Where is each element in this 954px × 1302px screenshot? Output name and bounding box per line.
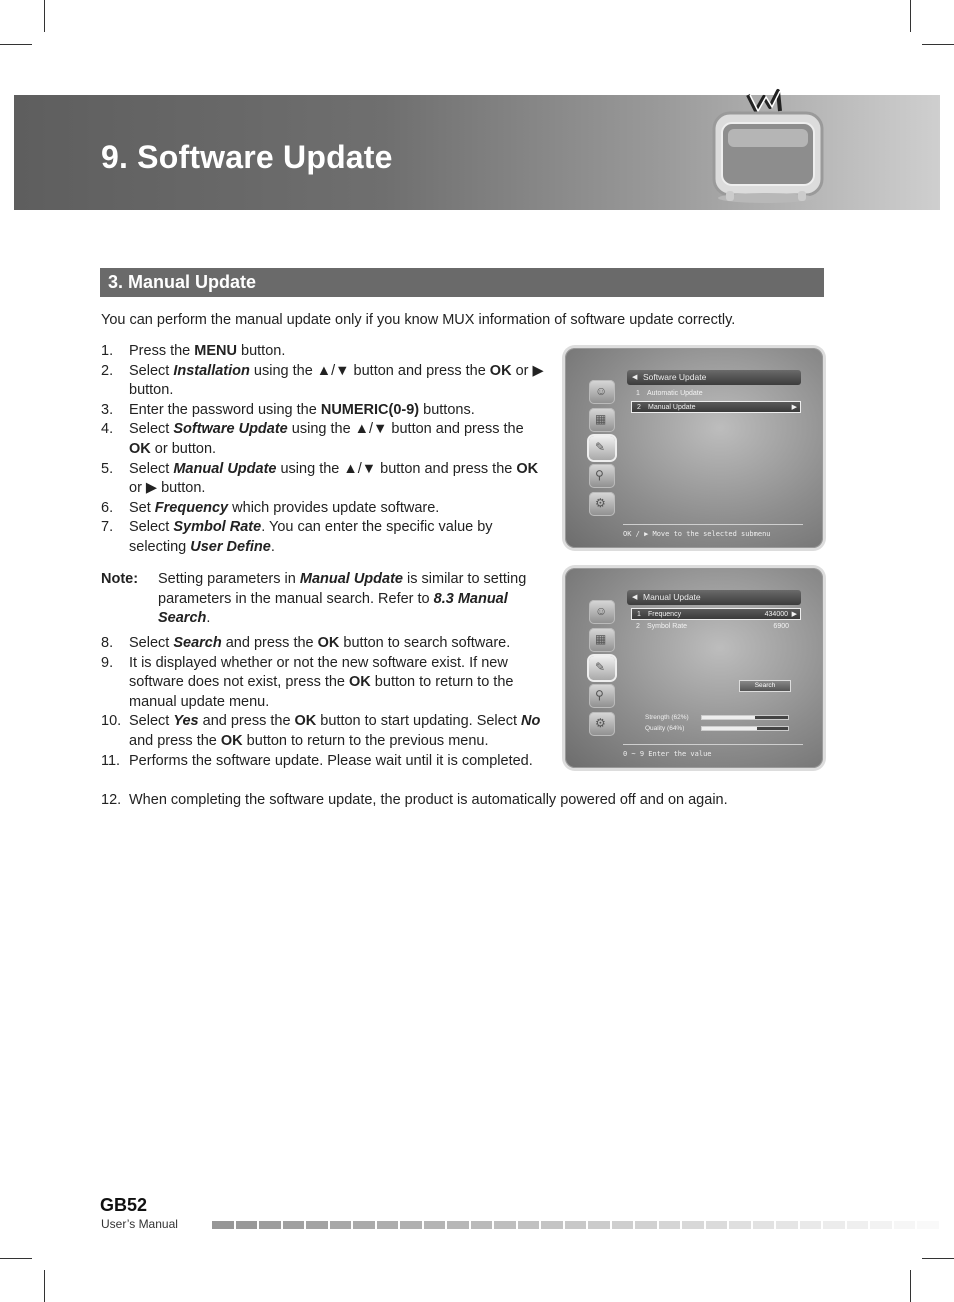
intro-text: You can perform the manual update only if you know MUX information of software update correctly. — [101, 312, 736, 328]
text-run: . — [270, 538, 275, 555]
footer-bar-segment — [917, 1221, 939, 1229]
menu-term: Symbol Rate — [173, 519, 262, 536]
step-number: 11. — [101, 752, 121, 769]
screen-help: OK / ▶ Move to the selected submenu — [623, 530, 771, 538]
menu-icon-search: ⚲ — [589, 464, 615, 488]
field-frequency: 1 Frequency 434000 ▶ — [631, 608, 801, 620]
footer-bar-segment — [894, 1221, 916, 1229]
text-run: Press the — [129, 343, 195, 359]
quality-label: Quality (64%) — [645, 725, 685, 732]
menu-icon-users: ☺ — [589, 380, 615, 404]
bold-term: OK — [349, 674, 371, 691]
footer-bar-segment — [612, 1221, 634, 1229]
text-run: . — [206, 610, 211, 627]
footer-bar-segment — [400, 1221, 422, 1229]
menu-term: Software Update — [173, 421, 288, 438]
crop-mark — [44, 1270, 45, 1302]
footer-bar-segment — [800, 1221, 822, 1229]
step-text: When completing the software update, the product is automatically powered off and on again. — [129, 792, 728, 808]
note-text — [158, 570, 551, 629]
text-run: Select — [129, 362, 174, 379]
note-label: Note: — [101, 571, 139, 587]
bold-term: OK — [129, 440, 151, 457]
chapter-banner — [14, 95, 940, 210]
screen-help: 0 ~ 9 Enter the value — [623, 750, 712, 758]
footer-bar-segment — [870, 1221, 892, 1229]
footer-bar-segment — [494, 1221, 516, 1229]
section-header — [100, 268, 824, 297]
text-run: It is displayed whether or not the new software exist. If new software does not exist, press the — [129, 654, 508, 691]
bold-term: OK — [220, 732, 243, 749]
bold-term: OK — [489, 362, 512, 379]
crop-mark — [922, 1258, 954, 1259]
text-run: button to return to the previous menu. — [242, 732, 489, 749]
menu-icon-installation: ✎ — [589, 436, 615, 460]
crop-mark — [922, 44, 954, 45]
footer-bar-segment — [330, 1221, 352, 1229]
text-run: Enter the password using the — [129, 401, 321, 418]
step-number: 4. — [101, 421, 114, 438]
text-run: Setting parameters in — [158, 571, 300, 587]
footer-bar-segment — [259, 1221, 281, 1229]
menu-icon-search: ⚲ — [589, 684, 615, 708]
list-item — [101, 634, 547, 654]
menu-item-manual-update: 2 Manual Update ▶ — [631, 401, 801, 413]
footer-bar-segment — [753, 1221, 775, 1229]
search-button: Search — [739, 680, 791, 692]
tv-icon — [700, 73, 840, 213]
text-run: Set — [129, 499, 155, 516]
steps-list-2 — [101, 634, 547, 771]
footer-bar-segment — [776, 1221, 798, 1229]
list-item — [101, 420, 547, 459]
text-run: using the ▲/▼ button and press the — [287, 421, 524, 438]
bold-term: NUMERIC(0-9) — [320, 401, 420, 418]
step-12 — [101, 791, 821, 811]
menu-icon-installation: ✎ — [589, 656, 615, 680]
step-number: 5. — [101, 460, 114, 477]
crop-mark — [910, 1270, 911, 1302]
text-run: and press the — [129, 732, 221, 749]
text-run: which provides update software. — [228, 499, 440, 516]
screenshot-software-update-menu — [565, 348, 823, 548]
text-run: Performs the software update. Please wait until it is completed. — [129, 752, 533, 769]
menu-icon-channels: ▦ — [589, 628, 615, 652]
list-item — [101, 518, 547, 557]
list-item — [101, 712, 547, 751]
footer-bar-segment — [635, 1221, 657, 1229]
text-run: is similar to setting parameters in the manual search. Refer to — [158, 571, 527, 607]
menu-term: Manual Update — [299, 571, 403, 587]
step-number: 8. — [101, 635, 114, 651]
footer-bar-segment — [377, 1221, 399, 1229]
text-run: button to search software. — [339, 635, 511, 651]
divider — [623, 524, 803, 525]
crop-mark — [910, 0, 911, 32]
step-number: 6. — [101, 499, 114, 516]
footer-bar-segment — [541, 1221, 563, 1229]
step-number: 1. — [101, 343, 114, 359]
menu-icon-channels: ▦ — [589, 408, 615, 432]
footer-bar-segment — [729, 1221, 751, 1229]
list-item — [101, 499, 547, 519]
menu-item-automatic-update: 1 Automatic Update — [636, 390, 703, 397]
list-item — [101, 752, 547, 772]
menu-term: Search — [173, 635, 222, 651]
menu-icon-users: ☺ — [589, 600, 615, 624]
step-number: 3. — [101, 401, 114, 418]
menu-term: 8.3 Manual Search — [158, 590, 508, 627]
crop-mark — [0, 44, 32, 45]
menu-term: No — [521, 713, 541, 730]
text-run: or ▶ button. — [129, 362, 544, 399]
screen-title: ◀ Software Update — [627, 370, 801, 385]
text-run: button to start updating. Select — [316, 713, 522, 730]
manual-label: User’s Manual — [101, 1217, 178, 1231]
menu-term: Yes — [173, 713, 199, 730]
list-item — [101, 654, 547, 713]
list-item — [101, 342, 547, 362]
bold-term: OK — [516, 460, 539, 477]
screen-title: ◀ Manual Update — [627, 590, 801, 605]
text-run: Select — [129, 519, 174, 536]
menu-term: Installation — [173, 362, 250, 379]
text-run: Select — [129, 635, 174, 651]
footer-bar-segment — [283, 1221, 305, 1229]
footer-bar-segment — [306, 1221, 328, 1229]
footer-bar-segment — [682, 1221, 704, 1229]
footer-bar-segment — [236, 1221, 258, 1229]
step-number: 2. — [101, 362, 114, 379]
quality-meter — [701, 726, 789, 731]
footer-bar-segment — [424, 1221, 446, 1229]
strength-meter — [701, 715, 789, 720]
footer-bar-segment — [353, 1221, 375, 1229]
field-symbol-rate: 2 Symbol Rate 6900 — [636, 623, 789, 630]
text-run: button to return to the manual update menu. — [129, 674, 514, 710]
text-run: Select — [129, 421, 174, 438]
list-item — [101, 401, 547, 421]
chapter-title: 9. Software Update — [101, 139, 393, 175]
footer-bar-segment — [588, 1221, 610, 1229]
footer-bar-segment — [518, 1221, 540, 1229]
text-run: buttons. — [419, 401, 475, 418]
steps-list — [101, 342, 547, 558]
step-number: 12. — [101, 792, 122, 808]
footer-bar — [212, 1221, 939, 1229]
menu-icon-settings: ⚙ — [589, 712, 615, 736]
strength-label: Strength (62%) — [645, 714, 689, 721]
menu-term: Manual Update — [173, 460, 277, 477]
text-run: using the ▲/▼ button and press the — [249, 362, 490, 379]
divider — [623, 744, 803, 745]
list-item — [101, 460, 547, 499]
text-run: Select — [129, 713, 174, 730]
footer-bar-segment — [847, 1221, 869, 1229]
step-number: 10. — [101, 713, 122, 730]
footer-bar-segment — [706, 1221, 728, 1229]
footer-bar-segment — [447, 1221, 469, 1229]
footer-bar-segment — [471, 1221, 493, 1229]
page-number: GB52 — [100, 1195, 148, 1215]
text-run: . You can enter the specific value by selecting — [129, 519, 493, 555]
menu-term: Frequency — [154, 499, 229, 516]
crop-mark — [44, 0, 45, 32]
text-run: using the ▲/▼ button and press the — [276, 460, 517, 477]
text-run: and press the — [198, 713, 295, 730]
list-item — [101, 362, 547, 401]
bold-term: MENU — [194, 343, 237, 359]
text-run: Select — [129, 460, 174, 477]
footer-bar-segment — [659, 1221, 681, 1229]
bold-term: OK — [294, 713, 317, 730]
screenshot-manual-update — [565, 568, 823, 768]
text-run: button. — [236, 343, 286, 359]
note — [101, 570, 551, 629]
menu-term: User Define — [190, 538, 271, 555]
text-run: or ▶ button. — [129, 480, 206, 497]
step-number: 9. — [101, 654, 114, 671]
text-run: or button. — [150, 440, 217, 457]
footer-bar-segment — [212, 1221, 234, 1229]
bold-term: OK — [317, 635, 340, 651]
text-run: and press the — [221, 635, 318, 651]
crop-mark — [0, 1258, 32, 1259]
footer-bar-segment — [565, 1221, 587, 1229]
footer-bar-segment — [823, 1221, 845, 1229]
menu-icon-settings: ⚙ — [589, 492, 615, 516]
section-title: 3. Manual Update — [108, 272, 257, 292]
step-number: 7. — [101, 519, 114, 536]
